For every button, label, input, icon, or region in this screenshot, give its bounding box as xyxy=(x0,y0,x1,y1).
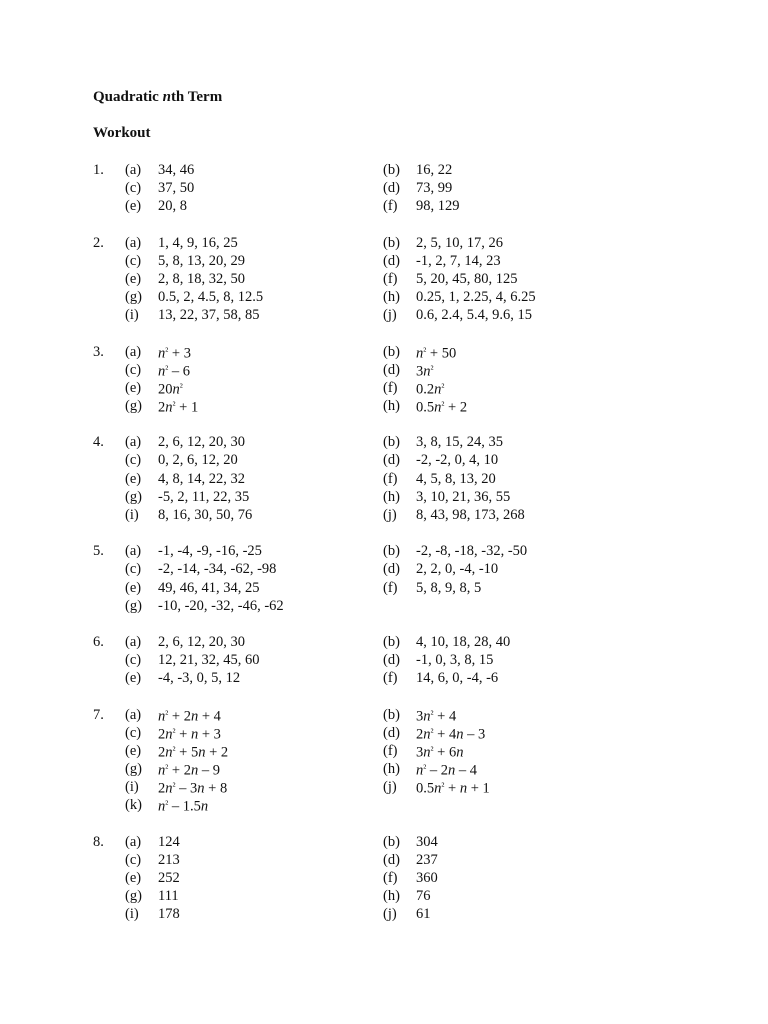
answer-row xyxy=(0,887,768,905)
part-answer: $3n^{^2}$ xyxy=(416,363,434,380)
answer-row xyxy=(0,470,768,488)
part-label: (a) xyxy=(125,543,142,560)
answer-row xyxy=(0,633,768,651)
question-8 xyxy=(0,833,768,924)
part-label: (b) xyxy=(383,543,400,560)
part-answer: -2, -8, -18, -32, -50 xyxy=(416,543,528,560)
part-label: (a) xyxy=(125,833,142,850)
part-label: (e) xyxy=(125,579,142,596)
answer-row xyxy=(0,742,768,760)
part-label: (d) xyxy=(383,452,400,469)
part-label: (c) xyxy=(125,452,142,469)
part-label: (c) xyxy=(125,652,142,669)
answer-row xyxy=(0,833,768,851)
title-suffix: th Term xyxy=(170,89,223,105)
part-answer: 13, 22, 37, 58, 85 xyxy=(158,307,260,324)
part-label: (e) xyxy=(125,198,142,215)
answer-row xyxy=(0,161,768,179)
part-label: (b) xyxy=(383,833,400,850)
part-label: (h) xyxy=(383,488,400,505)
part-label: (c) xyxy=(125,851,142,868)
part-answer: 4, 5, 8, 13, 20 xyxy=(416,470,496,487)
part-answer: 12, 21, 32, 45, 60 xyxy=(158,652,260,669)
part-answer: $0.2n^{^2}$ xyxy=(416,381,445,398)
part-answer: 73, 99 xyxy=(416,180,453,197)
part-answer: 237 xyxy=(416,851,438,868)
part-label: (d) xyxy=(383,724,400,741)
part-answer: 2, 6, 12, 20, 30 xyxy=(158,633,245,650)
section-heading: Workout xyxy=(93,125,151,141)
part-label: (a) xyxy=(125,706,142,723)
question-number: 5. xyxy=(93,543,104,560)
part-label: (i) xyxy=(125,507,139,523)
question-4 xyxy=(0,433,768,524)
part-label: (f) xyxy=(383,742,398,759)
part-answer: 2, 5, 10, 17, 26 xyxy=(416,234,503,251)
part-answer: $20n^{^2}$ xyxy=(158,381,183,398)
part-label: (d) xyxy=(383,361,400,378)
part-label: (a) xyxy=(125,162,142,178)
answer-row xyxy=(0,306,768,324)
part-answer: 34, 46 xyxy=(158,162,195,178)
part-label: (g) xyxy=(125,289,142,306)
part-answer: 14, 6, 0, -4, -6 xyxy=(416,670,499,687)
part-label: (f) xyxy=(383,870,398,886)
part-answer: 304 xyxy=(416,833,438,850)
answer-row xyxy=(0,597,768,615)
answer-row xyxy=(0,288,768,306)
part-label: (b) xyxy=(383,162,400,178)
part-answer: 4, 8, 14, 22, 32 xyxy=(158,470,245,487)
part-label: (d) xyxy=(383,851,400,868)
part-label: (f) xyxy=(383,670,398,687)
part-answer: $n^{^2} - 1.5n$ xyxy=(158,798,209,815)
part-label: (h) xyxy=(383,289,400,306)
answer-row xyxy=(0,542,768,560)
part-answer: 2, 8, 18, 32, 50 xyxy=(158,270,245,287)
part-answer: $n^{^2} + 2n - 9$ xyxy=(158,762,220,779)
part-answer: 20, 8 xyxy=(158,198,187,215)
part-label: (c) xyxy=(125,361,142,378)
question-number: 4. xyxy=(93,434,104,451)
part-label: (c) xyxy=(125,180,142,197)
part-answer: 3, 10, 21, 36, 55 xyxy=(416,488,511,505)
part-answer: $2n^{^2} + n + 3$ xyxy=(158,726,221,743)
part-answer: 76 xyxy=(416,888,431,905)
part-label: (e) xyxy=(125,742,142,759)
part-answer: 2, 2, 0, -4, -10 xyxy=(416,561,499,578)
part-answer: 98, 129 xyxy=(416,198,460,215)
part-answer: -1, -4, -9, -16, -25 xyxy=(158,543,262,560)
part-answer: 0.5, 2, 4.5, 8, 12.5 xyxy=(158,289,264,306)
part-label: (b) xyxy=(383,434,400,451)
part-label: (c) xyxy=(125,252,142,269)
part-label: (c) xyxy=(125,724,142,741)
part-answer: $n^{^2} + 3$ xyxy=(158,345,191,362)
title-variable: n xyxy=(162,89,171,105)
answer-row xyxy=(0,760,768,778)
part-label: (j) xyxy=(383,307,397,324)
part-label: (i) xyxy=(125,307,139,324)
part-label: (a) xyxy=(125,633,142,650)
answer-row xyxy=(0,724,768,742)
part-answer: 178 xyxy=(158,906,180,923)
question-number: 7. xyxy=(93,706,104,723)
answer-row xyxy=(0,179,768,197)
part-answer: $0.5n^{^2} + 2$ xyxy=(416,399,468,416)
part-label: (j) xyxy=(383,507,397,523)
question-number: 3. xyxy=(93,343,104,360)
part-label: (a) xyxy=(125,434,142,451)
part-label: (b) xyxy=(383,706,400,723)
part-answer: 1, 4, 9, 16, 25 xyxy=(158,234,238,251)
part-answer: 49, 46, 41, 34, 25 xyxy=(158,579,260,596)
part-label: (f) xyxy=(383,270,398,287)
question-6 xyxy=(0,633,768,688)
part-answer: 4, 10, 18, 28, 40 xyxy=(416,633,511,650)
part-answer: -2, -14, -34, -62, -98 xyxy=(158,561,277,578)
answer-row xyxy=(0,851,768,869)
part-label: (g) xyxy=(125,597,142,614)
question-number: 1. xyxy=(93,162,104,178)
part-answer: 16, 22 xyxy=(416,162,453,178)
part-answer: -1, 0, 3, 8, 15 xyxy=(416,652,494,669)
part-label: (k) xyxy=(125,797,142,814)
part-answer: 360 xyxy=(416,870,438,886)
part-label: (i) xyxy=(125,779,139,796)
part-label: (e) xyxy=(125,270,142,287)
part-label: (g) xyxy=(125,761,142,778)
part-answer: $n^{^2} - 6$ xyxy=(158,363,191,380)
answer-row xyxy=(0,433,768,451)
part-answer: $3n^{^2} + 6n$ xyxy=(416,744,464,761)
part-answer: $n^{^2} - 2n - 4$ xyxy=(416,762,478,779)
question-3 xyxy=(0,343,768,416)
part-answer: -2, -2, 0, 4, 10 xyxy=(416,452,499,469)
part-label: (e) xyxy=(125,470,142,487)
part-answer: 5, 8, 13, 20, 29 xyxy=(158,252,245,269)
part-label: (e) xyxy=(125,870,142,886)
part-answer: 8, 43, 98, 173, 268 xyxy=(416,507,525,523)
part-label: (j) xyxy=(383,779,397,796)
part-label: (d) xyxy=(383,252,400,269)
question-2 xyxy=(0,234,768,325)
part-answer: 61 xyxy=(416,906,431,923)
answer-row xyxy=(0,343,768,361)
answer-row xyxy=(0,451,768,469)
part-answer: 37, 50 xyxy=(158,180,195,197)
part-label: (d) xyxy=(383,561,400,578)
part-label: (d) xyxy=(383,180,400,197)
part-label: (f) xyxy=(383,470,398,487)
answer-row xyxy=(0,669,768,687)
answer-row xyxy=(0,506,768,524)
part-answer: 0.25, 1, 2.25, 4, 6.25 xyxy=(416,289,536,306)
part-answer: $2n^{^2} + 4n - 3$ xyxy=(416,726,486,743)
part-label: (g) xyxy=(125,488,142,505)
part-label: (h) xyxy=(383,888,400,905)
answer-row xyxy=(0,197,768,215)
part-answer: 3, 8, 15, 24, 35 xyxy=(416,434,503,451)
part-label: (e) xyxy=(125,670,142,687)
answer-row xyxy=(0,796,768,814)
answer-row xyxy=(0,706,768,724)
question-number: 2. xyxy=(93,234,104,251)
part-label: (a) xyxy=(125,234,142,251)
part-answer: 0, 2, 6, 12, 20 xyxy=(158,452,238,469)
part-label: (g) xyxy=(125,888,142,905)
question-number: 6. xyxy=(93,633,104,650)
part-answer: $2n^{^2} + 5n + 2$ xyxy=(158,744,229,761)
part-answer: $2n^{^2} + 1$ xyxy=(158,399,199,416)
title-prefix: Quadratic xyxy=(93,89,163,105)
question-5 xyxy=(0,542,768,615)
part-label: (b) xyxy=(383,343,400,360)
question-list xyxy=(0,161,768,942)
part-answer: 8, 16, 30, 50, 76 xyxy=(158,507,253,523)
answer-row xyxy=(0,488,768,506)
answer-row xyxy=(0,234,768,252)
part-label: (j) xyxy=(383,906,397,923)
part-label: (b) xyxy=(383,234,400,251)
part-answer: $3n^{^2} + 4$ xyxy=(416,708,457,725)
part-answer: 5, 8, 9, 8, 5 xyxy=(416,579,482,596)
part-answer: 2, 6, 12, 20, 30 xyxy=(158,434,245,451)
question-1 xyxy=(0,161,768,216)
answer-row xyxy=(0,560,768,578)
part-answer: -1, 2, 7, 14, 23 xyxy=(416,252,501,269)
answer-row xyxy=(0,651,768,669)
part-label: (f) xyxy=(383,198,398,215)
part-label: (d) xyxy=(383,652,400,669)
part-label: (a) xyxy=(125,343,142,360)
part-answer: $n^{^2} + 50$ xyxy=(416,345,457,362)
part-answer: $2n^{^2} - 3n + 8$ xyxy=(158,780,228,797)
part-answer: $n^{^2} + 2n + 4$ xyxy=(158,708,221,725)
question-number: 8. xyxy=(93,833,104,850)
answer-row xyxy=(0,778,768,796)
part-label: (g) xyxy=(125,398,142,415)
page-title xyxy=(93,87,222,107)
answer-row xyxy=(0,361,768,379)
part-answer: -4, -3, 0, 5, 12 xyxy=(158,670,241,687)
part-answer: 111 xyxy=(158,888,179,905)
answer-row xyxy=(0,379,768,397)
part-label: (h) xyxy=(383,398,400,415)
part-label: (f) xyxy=(383,579,398,596)
part-label: (b) xyxy=(383,633,400,650)
part-label: (f) xyxy=(383,379,398,396)
answer-row xyxy=(0,905,768,923)
part-label: (e) xyxy=(125,379,142,396)
part-answer: 0.6, 2.4, 5.4, 9.6, 15 xyxy=(416,307,532,324)
part-answer: 252 xyxy=(158,870,180,886)
part-answer: 124 xyxy=(158,833,180,850)
question-7 xyxy=(0,706,768,815)
answer-row xyxy=(0,270,768,288)
answer-row xyxy=(0,397,768,415)
part-answer: -5, 2, 11, 22, 35 xyxy=(158,488,250,505)
answer-row xyxy=(0,252,768,270)
part-answer: 213 xyxy=(158,851,180,868)
answer-row xyxy=(0,869,768,887)
part-label: (c) xyxy=(125,561,142,578)
part-answer: 5, 20, 45, 80, 125 xyxy=(416,270,518,287)
part-answer: -10, -20, -32, -46, -62 xyxy=(158,597,284,614)
part-label: (i) xyxy=(125,906,139,923)
answer-row xyxy=(0,579,768,597)
part-label: (h) xyxy=(383,761,400,778)
part-answer: $0.5n^{^2} + n + 1$ xyxy=(416,780,490,797)
